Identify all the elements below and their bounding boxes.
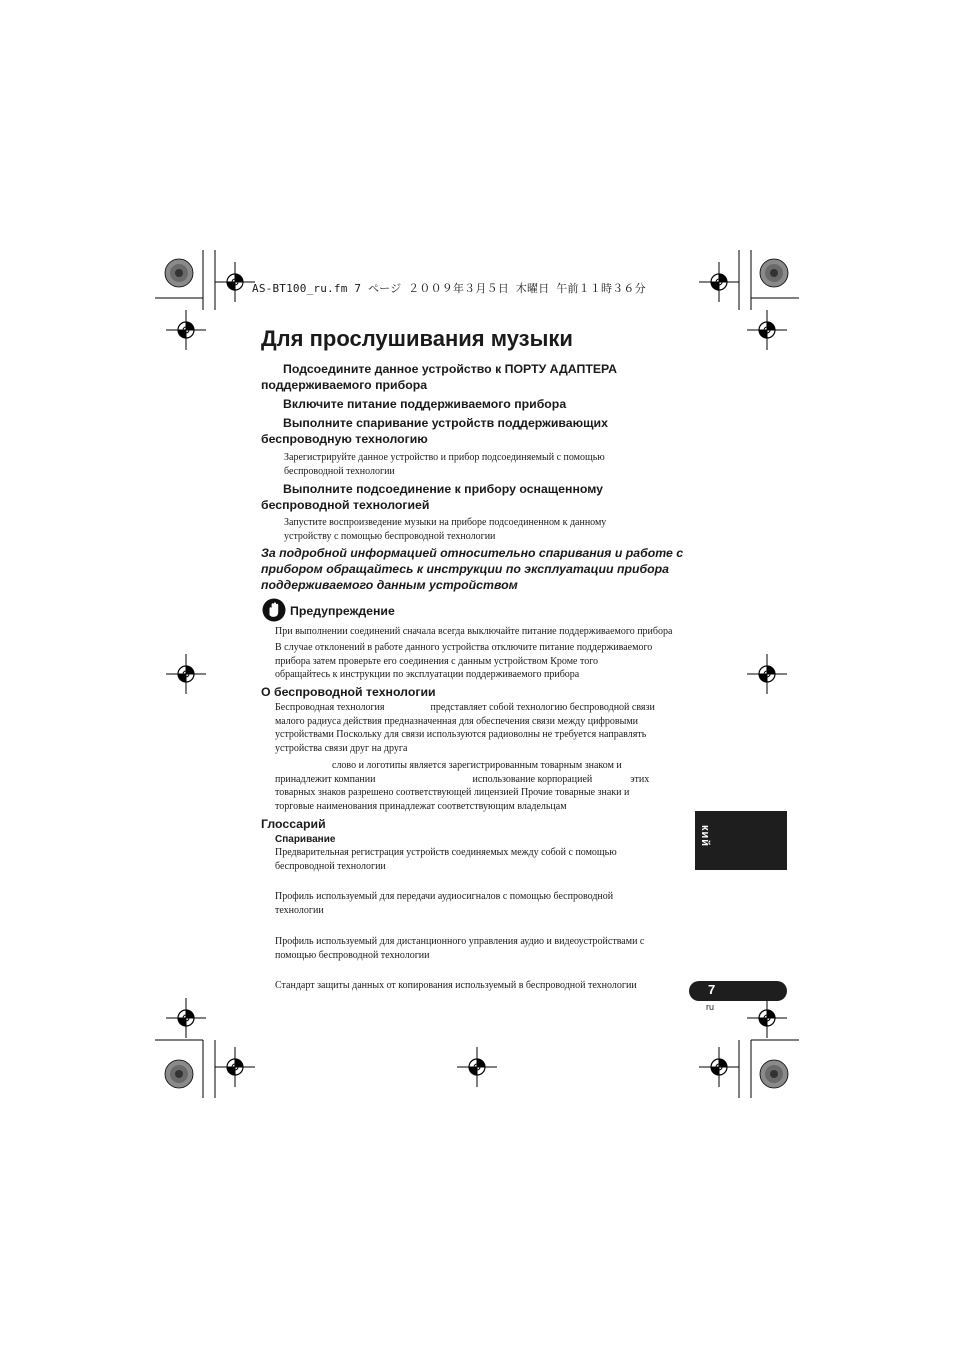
- step-4-line1: Выполните подсоединение к прибору оснащенному: [283, 482, 604, 496]
- wireless-para-1-text-b: представляет собой технологию беспроводной связи: [430, 702, 655, 713]
- pairing-note: [284, 451, 694, 478]
- info-note-line3: поддерживаемого данным устройством: [261, 578, 518, 592]
- info-note: [261, 545, 691, 593]
- page-number: 7: [708, 982, 716, 997]
- warning-hand-icon: [262, 598, 286, 622]
- info-note-line2: прибором обращайтесь к инструкции по эксплуатации прибора: [261, 562, 669, 576]
- page-number-badge: [689, 981, 787, 1001]
- glossary-def-3: [275, 935, 695, 962]
- step-1-line2: поддерживаемого прибора: [261, 378, 428, 392]
- language-side-tab: [695, 811, 787, 870]
- glossary-def-pairing: [275, 846, 695, 873]
- wireless-para-2-line1: [275, 759, 695, 773]
- wireless-para-2: [275, 759, 695, 813]
- wireless-para-2-text-a: слово и логотипы является зарегистрированным товарным знаком и: [332, 760, 622, 771]
- step-3: [261, 415, 681, 447]
- glossary-def-pairing-line2: беспроводной технологии: [275, 860, 386, 872]
- wireless-para-2-text-c: использование корпорацией: [472, 773, 593, 785]
- wireless-heading: О беспроводной технологии: [261, 685, 436, 699]
- wireless-para-1-line2: малого радиуса действия предназначенная для обеспечения связи между цифровыми: [275, 715, 639, 727]
- glossary-def-4: Стандарт защиты данных от копирования используемый в беспроводной технологии: [275, 980, 637, 991]
- info-note-line1: За подробной информацией относительно спаривания и работе с: [261, 546, 684, 560]
- glossary-heading: Глоссарий: [261, 817, 326, 831]
- glossary-term-pairing: Спаривание: [275, 834, 336, 845]
- glossary-def-2-line1: Профиль используемый для передачи аудиосигналов с помощью беспроводной: [275, 891, 614, 902]
- wireless-para-2-text-b: принадлежит компании: [275, 773, 376, 785]
- playback-note-line2: устройству с помощью беспроводной технологии: [284, 530, 496, 542]
- glossary-def-pairing-line1: Предварительная регистрация устройств соединяемых между собой с помощью: [275, 847, 617, 858]
- warning-heading: Предупреждение: [290, 604, 395, 618]
- warning-para-1: При выполнении соединений сначала всегда выключайте питание поддерживаемого прибора: [275, 626, 673, 637]
- page-title: Для прослушивания музыки: [261, 326, 573, 351]
- step-1-line1: Подсоедините данное устройство к ПОРТУ АДАПТЕРА: [283, 362, 618, 376]
- step-1: [261, 361, 681, 393]
- glossary-def-2: [275, 890, 695, 917]
- step-2: [261, 396, 681, 412]
- wireless-para-2-line3: товарных знаков разрешено соответствующей лицензией Прочие товарные знаки и: [275, 787, 630, 799]
- wireless-para-2-line2: [275, 773, 695, 787]
- pairing-note-line1: Зарегистрируйте данное устройство и прибор подсоединяемый с помощью: [284, 452, 605, 463]
- warning-para-2: [275, 641, 695, 682]
- glossary-def-2-line2: технологии: [275, 904, 324, 916]
- step-3-line1: Выполните спаривание устройств поддерживающих: [283, 416, 608, 430]
- step-4: [261, 481, 681, 513]
- warning-para-2-line1: В случае отклонений в работе данного устройства отключите питание поддерживаемого: [275, 642, 653, 653]
- step-2-line1: Включите питание поддерживаемого прибора: [283, 397, 567, 411]
- file-info-header: AS-BT100_ru.fm 7 ページ ２００９年３月５日 木曜日 午前１１時３６分: [252, 282, 646, 295]
- warning-para-2-line2: прибора затем проверьте его соединения с данным устройством Кроме того: [275, 655, 599, 667]
- language-code: ru: [706, 1002, 715, 1012]
- playback-note-line1: Запустите воспроизведение музыки на приборе подсоединенном к данному: [284, 517, 607, 528]
- wireless-para-2-text-d: этих: [630, 773, 650, 785]
- step-3-line2: беспроводную технологию: [261, 432, 428, 446]
- step-4-line2: беспроводной технологией: [261, 498, 430, 512]
- side-tab-label: кий: [699, 825, 711, 848]
- wireless-para-1-text-a: Беспроводная технология: [275, 702, 385, 713]
- playback-note: [284, 516, 694, 543]
- glossary-def-3-line2: помощью беспроводной технологии: [275, 949, 430, 961]
- wireless-para-1-line3: устройствами Поскольку для связи используются радиоволны не требуется направлять: [275, 729, 647, 741]
- wireless-para-1-line1: [275, 701, 695, 715]
- glossary-def-3-line1: Профиль используемый для дистанционного управления аудио и видеоустройствами с: [275, 936, 645, 947]
- pairing-note-line2: беспроводной технологии: [284, 465, 395, 477]
- wireless-para-1-line4: устройства связи друг на друга: [275, 742, 408, 754]
- wireless-para-1: [275, 701, 695, 755]
- wireless-para-2-line4: торговые наименования принадлежат соответствующим владельцам: [275, 800, 567, 812]
- warning-para-2-line3: обращайтесь к инструкции по эксплуатации поддерживаемого прибора: [275, 669, 580, 681]
